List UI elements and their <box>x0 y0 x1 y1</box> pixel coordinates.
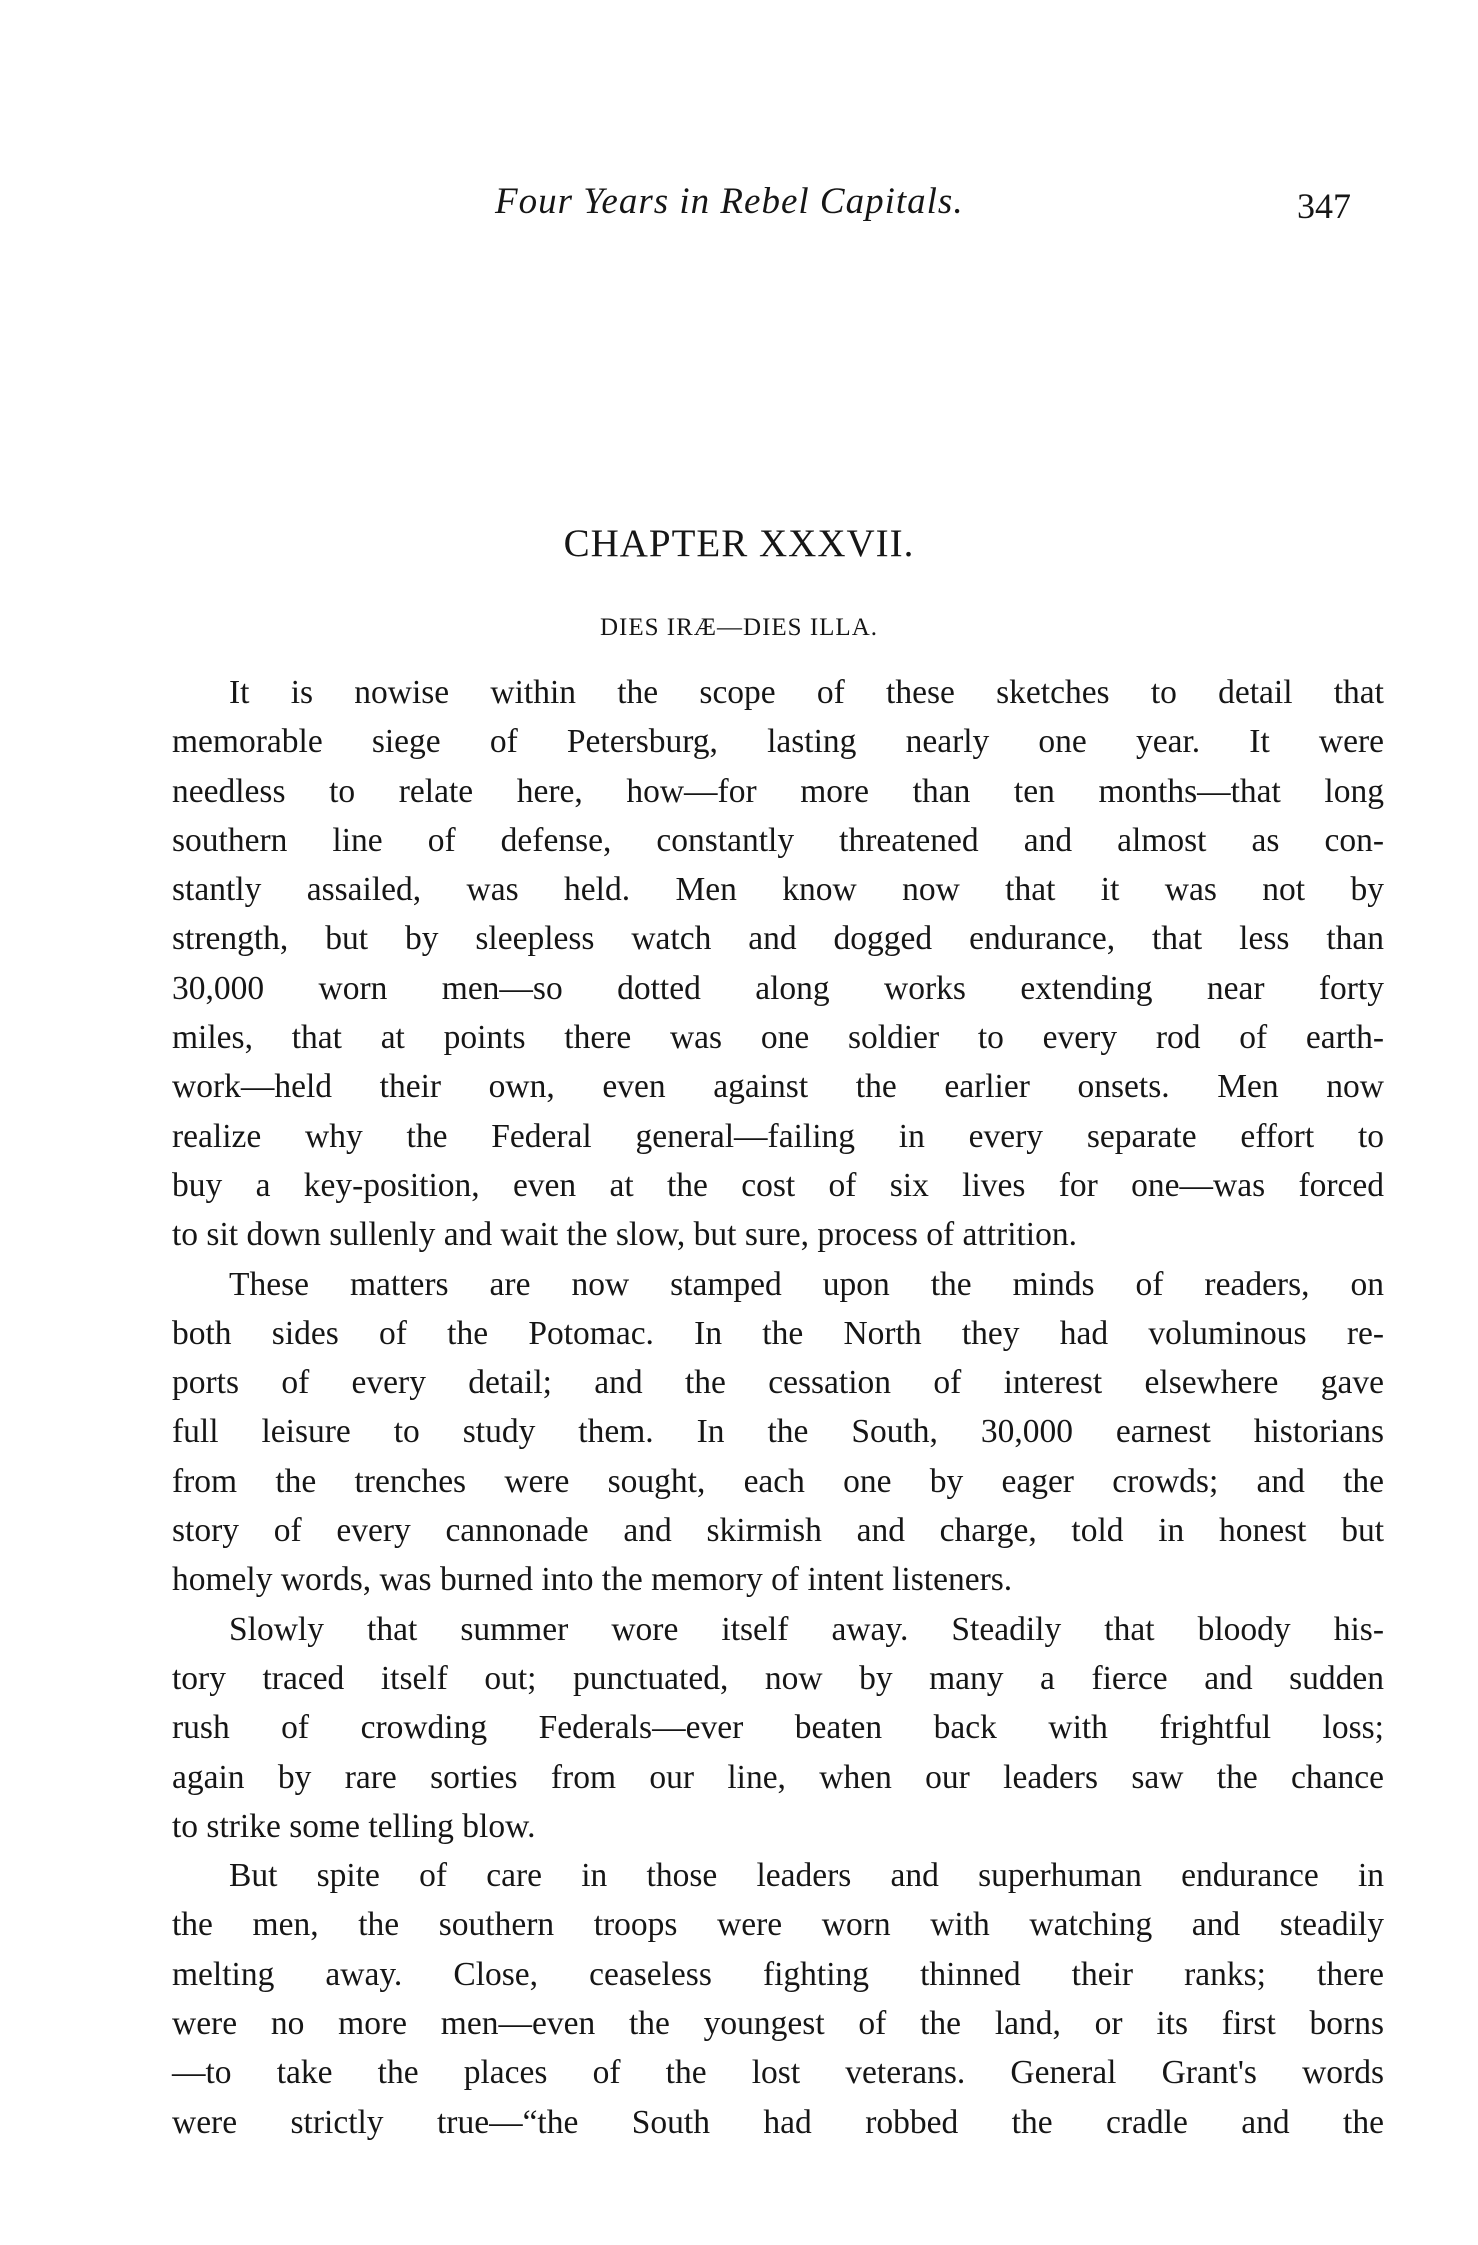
text-line: work—held their own, even against the earlier onsets. Men now <box>172 1068 1384 1106</box>
text-line: were no more men—even the youngest of the land, or its first borns <box>172 2005 1384 2043</box>
text-line: homely words, was burned into the memory of intent listeners. <box>172 1561 1013 1599</box>
text-line: tory traced itself out; punctuated, now by many a fierce and sudden <box>172 1659 1384 1697</box>
text-line: to sit down sullenly and wait the slow, but sure, process of attrition. <box>172 1216 1077 1254</box>
text-line: But spite of care in those leaders and superhuman endurance in <box>229 1857 1384 1895</box>
text-line: full leisure to study them. In the South, 30,000 earnest historians <box>172 1413 1384 1451</box>
text-line: were strictly true—“the South had robbed the cradle and the <box>172 2103 1384 2141</box>
text-line: These matters are now stamped upon the minds of readers, on <box>229 1265 1384 1303</box>
text-line: —to take the places of the lost veterans. General Grant's words <box>172 2054 1384 2092</box>
text-line: both sides of the Potomac. In the North they had voluminous re- <box>172 1314 1384 1352</box>
text-line: memorable siege of Petersburg, lasting nearly one year. It were <box>172 723 1384 761</box>
page-number: 347 <box>1297 186 1351 226</box>
text-line: melting away. Close, ceaseless fighting thinned their ranks; there <box>172 1955 1384 1993</box>
text-line: to strike some telling blow. <box>172 1807 536 1845</box>
text-line: buy a key-position, even at the cost of six lives for one—was forced <box>172 1166 1384 1204</box>
body-text <box>172 668 1384 2147</box>
text-line: stantly assailed, was held. Men know now that it was not by <box>172 871 1384 909</box>
running-header: Four Years in Rebel Capitals. <box>495 181 964 222</box>
text-line: again by rare sorties from our line, when our leaders saw the chance <box>172 1758 1384 1796</box>
text-line: the men, the southern troops were worn with watching and steadily <box>172 1906 1384 1944</box>
text-line: ports of every detail; and the cessation of interest elsewhere gave <box>172 1364 1384 1402</box>
text-line: miles, that at points there was one soldier to every rod of earth- <box>172 1019 1384 1057</box>
text-line: southern line of defense, constantly threatened and almost as con- <box>172 821 1384 859</box>
chapter-subtitle: DIES IRÆ—DIES ILLA. <box>599 614 878 641</box>
text-line: rush of crowding Federals—ever beaten back with frightful loss; <box>172 1709 1384 1747</box>
text-line: strength, but by sleepless watch and dogged endurance, that less than <box>172 920 1384 958</box>
text-line: It is nowise within the scope of these sketches to detail that <box>229 674 1384 711</box>
text-line: from the trenches were sought, each one by eager crowds; and the <box>172 1462 1384 1500</box>
text-line: 30,000 worn men—so dotted along works extending near forty <box>172 969 1384 1007</box>
text-line: realize why the Federal general—failing in every separate effort to <box>172 1117 1384 1155</box>
text-line: needless to relate here, how—for more than ten months—that long <box>172 772 1384 810</box>
text-line: story of every cannonade and skirmish and charge, told in honest but <box>172 1512 1384 1550</box>
chapter-title: CHAPTER XXXVII. <box>563 522 915 565</box>
text-line: Slowly that summer wore itself away. Steadily that bloody his- <box>229 1610 1384 1648</box>
